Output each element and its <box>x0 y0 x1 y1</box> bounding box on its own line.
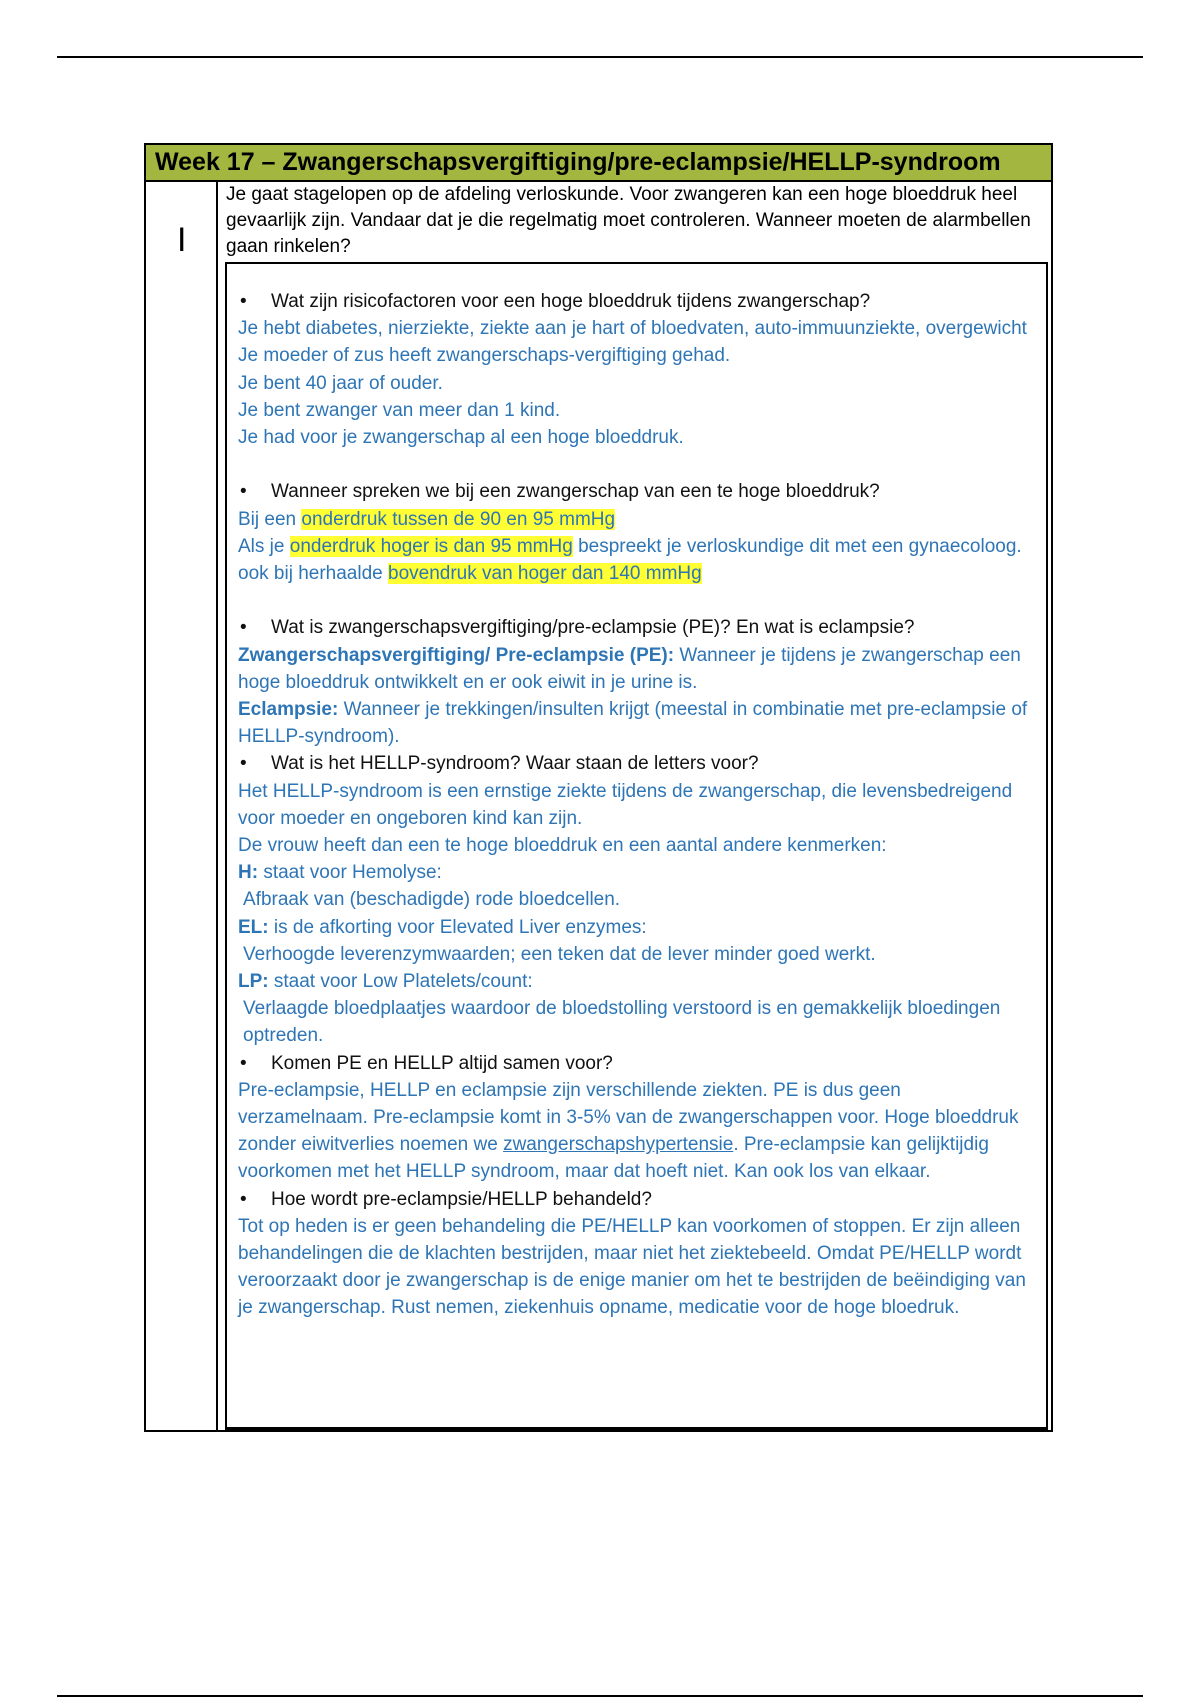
answer-paragraph: Zwangerschapsvergiftiging/ Pre-eclampsie (PE): Wanneer je tijdens je zwangerschap een hoge bloeddruk ontwikkelt en er ook eiwit in je urine is. <box>238 644 1021 693</box>
question-2: • Wanneer spreken we bij een zwangerschap van een te hoge bloeddruk? <box>238 478 1036 505</box>
answer-line: ook bij herhaalde bovendruk van hoger dan 140 mmHg <box>238 563 702 585</box>
answer-line: Afbraak van (beschadigde) rode bloedcellen. <box>243 889 621 911</box>
term-label: H: <box>238 862 259 884</box>
question-5: • Komen PE en HELLP altijd samen voor? <box>238 1050 1036 1077</box>
bullet-icon: • <box>240 291 247 312</box>
bullet-icon: • <box>240 1052 247 1074</box>
answer-line: Verhoogde leverenzymwaarden; een teken dat de lever minder goed werkt. <box>243 943 876 965</box>
highlight: bovendruk van hoger dan 140 mmHg <box>388 563 702 585</box>
term-label: LP: <box>238 971 269 993</box>
answer-box <box>225 262 1048 1430</box>
answer-paragraph: Pre-eclampsie, HELLP en eclampsie zijn verschillende ziekten. PE is dus geen verzamelnaam. Pre-eclampsie komt in 3-5% van de zwangerschappen voor. Hoge bloeddruk zonder eiwitverlies noemen we zwangerschapshypertensie. Pre-eclampsie kan gelijktijdig voorkomen met het HELLP syndroom, maar dat hoeft niet. Kan ook los van elkaar. <box>238 1079 1019 1183</box>
answer-content <box>227 264 1046 1322</box>
answer-line: EL: is de afkorting voor Elevated Liver enzymes: <box>238 916 647 938</box>
term-label: EL: <box>238 916 269 938</box>
question-6: • Hoe wordt pre-eclampsie/HELLP behandeld? <box>238 1186 1036 1213</box>
answer-line: Je bent 40 jaar of ouder. <box>238 372 443 394</box>
highlight: onderdruk tussen de 90 en 95 mmHg <box>301 508 616 530</box>
answer-line: Als je onderdruk hoger is dan 95 mmHg bespreekt je verloskundige dit met een gynaecoloog. <box>238 535 1022 557</box>
answer-line: Je moeder of zus heeft zwangerschaps-vergiftiging gehad. <box>238 345 731 367</box>
footer-rule <box>57 1695 1143 1697</box>
answer-line: LP: staat voor Low Platelets/count: <box>238 971 533 993</box>
term-label: Eclampsie: <box>238 699 339 721</box>
bullet-icon: • <box>240 753 247 775</box>
section-number: I <box>177 221 187 259</box>
answer-paragraph: Verlaagde bloedplaatjes waardoor de bloedstolling verstoord is en gemakkelijk bloedingen optreden. <box>243 998 1001 1047</box>
answer-paragraph: Tot op heden is er geen behandeling die PE/HELLP kan voorkomen of stoppen. Er zijn alleen behandelingen die de klachten bestrijden, maar niet het ziektebeeld. Omdat PE/HELLP wordt veroorzaakt door je zwangerschap is de enige manier om het te bestrijden de beëindiging van je zwangerschap. Rust nemen, ziekenhuis opname, medicatie voor de hoge bloedruk. <box>238 1215 1026 1319</box>
header-rule <box>57 56 1143 58</box>
term-label: Zwangerschapsvergiftiging/ Pre-eclampsie (PE): <box>238 644 675 666</box>
highlight: onderdruk hoger is dan 95 mmHg <box>289 535 573 557</box>
answer-line: Je hebt diabetes, nierziekte, ziekte aan je hart of bloedvaten, auto-immuunziekte, overgewicht <box>238 318 1027 340</box>
answer-paragraph: Eclampsie: Wanneer je trekkingen/insulten krijgt (meestal in combinatie met pre-eclampsie of HELLP-syndroom). <box>238 699 1028 748</box>
bullet-icon: • <box>240 617 247 639</box>
section-number-column <box>146 182 218 1430</box>
answer-line: H: staat voor Hemolyse: <box>238 862 442 884</box>
assignment-table <box>144 143 1053 1432</box>
answer-line: Je had voor je zwangerschap al een hoge bloeddruk. <box>238 427 684 449</box>
answer-line: Bij een onderdruk tussen de 90 en 95 mmHg <box>238 508 616 530</box>
answer-line: Je bent zwanger van meer dan 1 kind. <box>238 399 561 421</box>
page-title: Week 17 – Zwangerschapsvergiftiging/pre-eclampsie/HELLP-syndroom <box>146 145 1051 182</box>
bullet-icon: • <box>240 1188 247 1210</box>
question-1: • Wat zijn risicofactoren voor een hoge bloeddruk tijdens zwangerschap? <box>238 288 1036 315</box>
term-link[interactable]: zwangerschapshypertensie <box>503 1134 734 1156</box>
bullet-icon: • <box>240 481 247 503</box>
answer-paragraph: De vrouw heeft dan een te hoge bloeddruk en een aantal andere kenmerken: <box>238 835 887 857</box>
answer-paragraph: Het HELLP-syndroom is een ernstige ziekte tijdens de zwangerschap, die levensbedreigend voor moeder en ongeboren kind kan zijn. <box>238 780 1013 829</box>
question-3: • Wat is zwangerschapsvergiftiging/pre-eclampsie (PE)? En wat is eclampsie? <box>238 614 1036 641</box>
intro-text: Je gaat stagelopen op de afdeling verloskunde. Voor zwangeren kan een hoge bloeddruk heel gevaarlijk zijn. Vandaar dat je die regelmatig moet controleren. Wanneer moeten de alarmbellen gaan rinkelen? <box>226 184 1031 257</box>
question-4: • Wat is het HELLP-syndroom? Waar staan de letters voor? <box>238 750 1036 777</box>
